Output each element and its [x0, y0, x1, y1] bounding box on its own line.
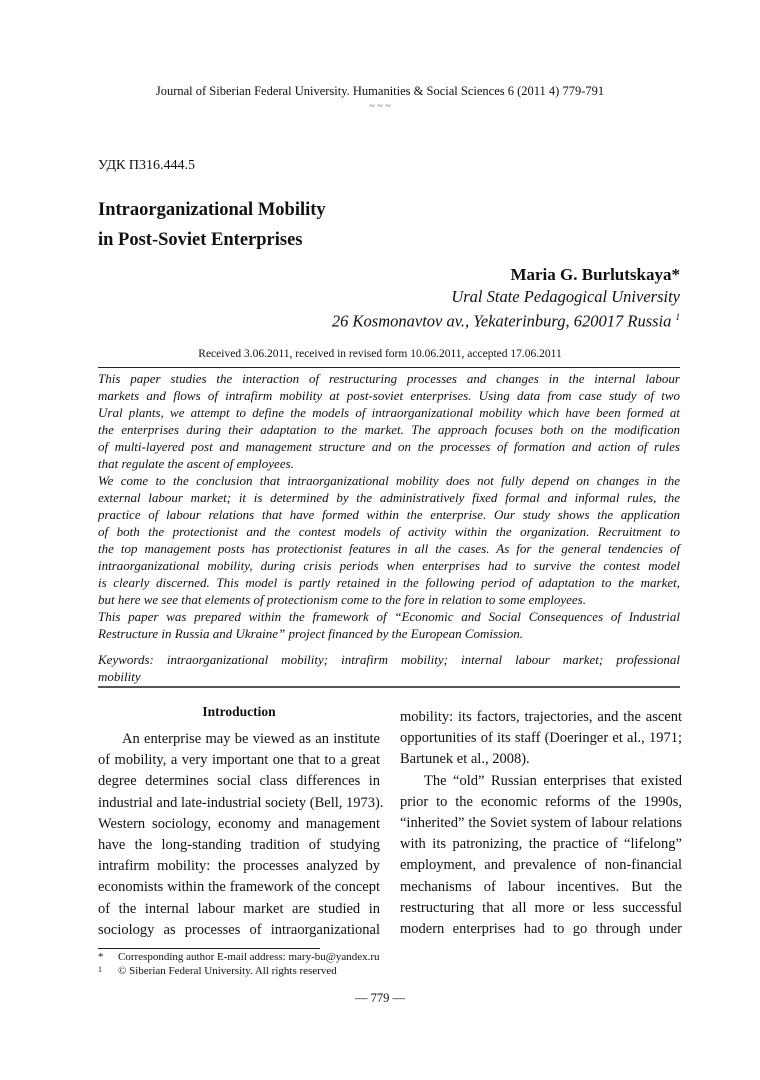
text-line: practice of labour relations that have formed within the enterprise. Our study shows the application	[98, 507, 680, 522]
text-line: external labour market; it is determined by the administratively fixed formal and informal rules, the	[98, 490, 680, 505]
text-line: modern enterprises had to go through under	[400, 921, 682, 938]
footnote-rule	[98, 948, 320, 949]
address-footnote-mark: 1	[675, 312, 680, 322]
footnote	[98, 965, 337, 977]
text-line: that regulate the ascent of employees.	[98, 456, 294, 471]
page-number: — 779 —	[355, 991, 405, 1005]
text-line: intraorganizational mobility, during crisis periods when enterprises had to survive the contest model	[98, 558, 680, 573]
footnote-text: Corresponding author E-mail address: mary-bu@yandex.ru	[118, 951, 380, 963]
text-line: mechanisms of labour incentives. But the	[400, 878, 682, 895]
text-line: degree determines social class differences in	[98, 773, 380, 790]
text-line: Keywords: intraorganizational mobility; intrafirm mobility; internal labour market; professional	[98, 652, 680, 667]
text-line: Bartunek et al., 2008).	[400, 751, 530, 768]
affiliation-university: Ural State Pedagogical University	[451, 287, 680, 306]
title-line: Intraorganizational Mobility	[98, 200, 326, 220]
header-ornament: ~ ~ ~	[369, 101, 391, 112]
abstract-top-rule	[98, 367, 680, 368]
text-line: opportunities of its staff (Doeringer et al., 1971;	[400, 730, 682, 747]
text-line: restructuring that all more or less successful	[400, 899, 682, 916]
section-heading-introduction: Introduction	[202, 704, 276, 719]
text-line: is clearly discerned. This model is partly retained in the following period of adaptation to the market,	[98, 575, 680, 590]
author-affiliation	[332, 286, 680, 332]
affiliation-address	[332, 307, 680, 332]
text-line: but here we see that elements of protectionism come to the fore in relation to some employees.	[98, 592, 586, 607]
abstract-bottom-rule	[98, 686, 680, 688]
text-line: of both the protectionist and the contest models of activity within the organization. Recruitment to	[98, 524, 680, 539]
footnote-mark: *	[98, 951, 104, 963]
article-title	[98, 195, 326, 255]
text-line: the top management posts has protectionist features in all the cases. As for the general tendencies of	[98, 541, 680, 556]
abstract	[98, 370, 680, 642]
body-column-right	[400, 707, 682, 940]
text-line: We come to the conclusion that intraorganizational mobility does not fully depend on changes in the	[98, 473, 680, 488]
text-line: prior to the economic reforms of the 1990s,	[400, 793, 682, 810]
text-line: with its patronizing, the practice of “lifelong”	[400, 836, 682, 853]
address-text: 26 Kosmonavtov av., Yekaterinburg, 620017 Russia	[331, 311, 672, 331]
text-line: markets and flows of intrafirm mobility at post-soviet enterprises. Using data from case study of two	[98, 388, 680, 403]
text-line: of the internal labour market are studied in	[98, 900, 380, 917]
text-line: employment, and prevalence of non-financial	[400, 857, 682, 874]
text-line: have the long-standing tradition of studying	[98, 837, 380, 854]
text-line: This paper studies the interaction of restructuring processes and changes in the internal labour	[98, 371, 680, 386]
keywords	[98, 652, 680, 685]
footnote-mark: 1	[98, 965, 102, 974]
footnote-text: © Siberian Federal University. All rights reserved	[118, 965, 337, 977]
text-line: industrial and late-industrial society (Bell, 1973).	[98, 794, 384, 811]
text-line: Ural plants, we attempt to define the models of intraorganizational mobility which have been formed at	[98, 405, 680, 420]
text-line: the enterprises during their adaptation to the market. The approach focuses both on the modification	[98, 422, 680, 437]
text-line: “inherited” the Soviet system of labour relations	[400, 815, 682, 832]
footnote	[98, 951, 380, 963]
text-line: mobility	[98, 668, 141, 684]
body-column-left	[98, 729, 384, 941]
journal-header: Journal of Siberian Federal University. Humanities & Social Sciences 6 (2011 4) 779-791	[155, 84, 605, 98]
text-line: mobility: its factors, trajectories, and the ascent	[400, 709, 682, 725]
text-line: An enterprise may be viewed as an institute	[122, 731, 380, 747]
received-dates: Received 3.06.2011, received in revised form 10.06.2011, accepted 17.06.2011	[198, 348, 562, 360]
text-line: Western sociology, economy and management	[98, 815, 380, 832]
text-line: intrafirm mobility: the processes analyzed by	[98, 858, 380, 875]
text-line: of mobility, a very important one that to a great	[98, 752, 380, 769]
title-line: in Post-Soviet Enterprises	[98, 230, 303, 250]
text-line: of multi-layered post and management structure and on the processes of formation and action of rules	[98, 439, 680, 454]
text-line: sociology as processes of intraorganizational	[98, 921, 380, 938]
text-line: Restructure in Russia and Ukraine” project financed by the European Comission.	[98, 626, 523, 641]
text-line: The “old” Russian enterprises that existed	[424, 772, 682, 789]
text-line: This paper was prepared within the framework of “Economic and Social Consequences of Industrial	[98, 609, 680, 624]
text-line: economists within the framework of the concept	[98, 879, 380, 896]
author-name: Maria G. Burlutskaya*	[510, 265, 680, 284]
udk-code: УДК П316.444.5	[98, 158, 195, 173]
